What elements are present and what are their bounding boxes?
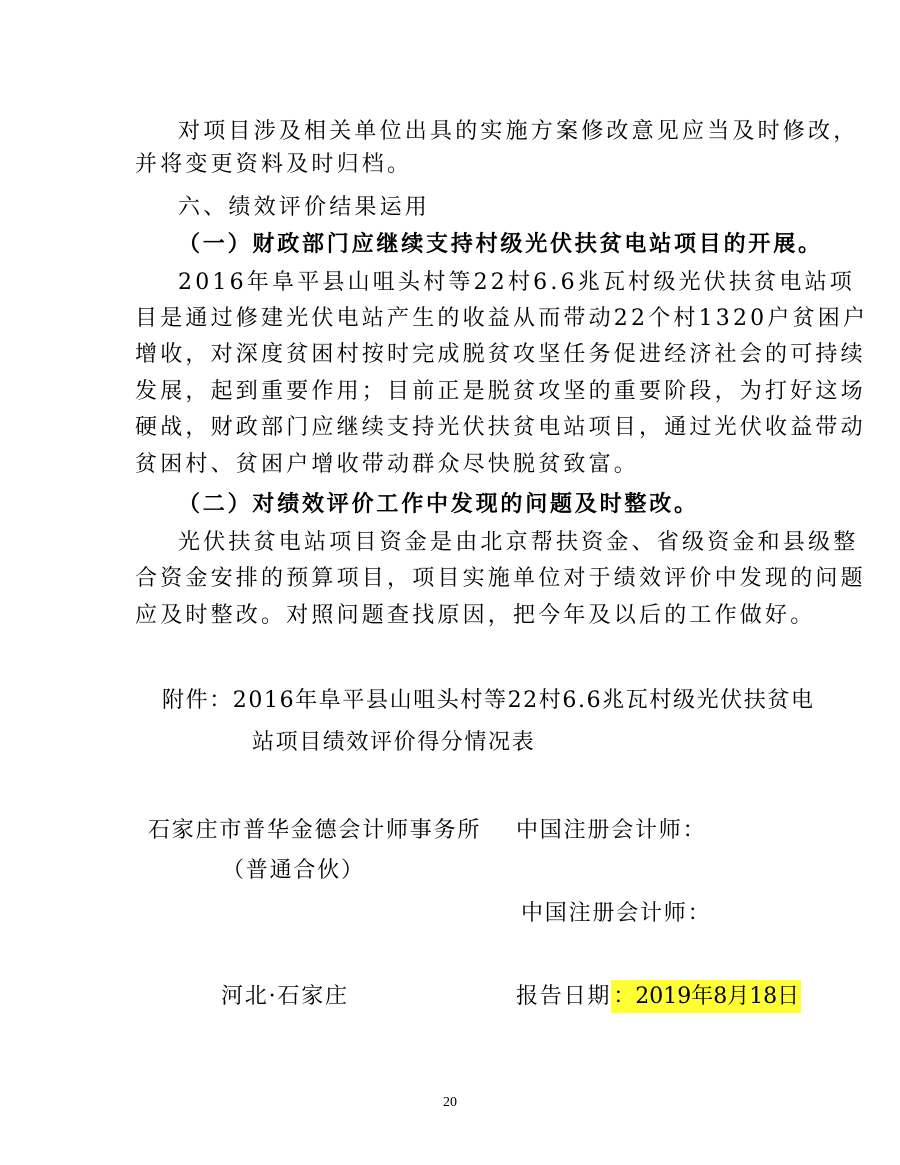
para2-line-3: 增收，对深度贫困村按时完成脱贫攻坚任务促进经济社会的可持续 xyxy=(135,342,866,367)
sub2-heading: （二）对绩效评价工作中发现的问题及时整改。 xyxy=(178,491,699,517)
para3-line-2: 合资金安排的预算项目，项目实施单位对于绩效评价中发现的问题 xyxy=(135,566,866,591)
sub1-heading: （一）财政部门应继续支持村级光伏扶贫电站项目的开展。 xyxy=(178,231,823,257)
para2-line-2: 目是通过修建光伏电站产生的收益从而带动22个村1320户贫困户 xyxy=(135,306,869,331)
para2-line-4: 发展，起到重要作用；目前正是脱贫攻坚的重要阶段，为打好这场 xyxy=(135,379,866,404)
cpa-label-2: 中国注册会计师： xyxy=(521,901,712,926)
para3-line-3: 应及时整改。对照问题查找原因，把今年及以后的工作做好。 xyxy=(135,603,816,628)
cpa-label-1: 中国注册会计师： xyxy=(516,818,707,843)
appendix-line-1: 附件：2016年阜平县山咀头村等22村6.6兆瓦村级光伏扶贫电 xyxy=(162,688,815,713)
firm-name: 石家庄市普华金德会计师事务所 xyxy=(148,818,482,843)
para2-line-6: 贫困村、贫困户增收带动群众尽快脱贫致富。 xyxy=(135,452,640,477)
appendix-line-2: 站项目绩效评价得分情况表 xyxy=(252,730,536,755)
signing-location: 河北·石家庄 xyxy=(221,984,349,1009)
para2-line-5: 硬战，财政部门应继续支持光伏扶贫电站项目，通过光伏收益带动 xyxy=(135,415,866,440)
report-date-label: 报告日期 xyxy=(516,984,612,1009)
report-date xyxy=(516,982,801,1012)
section6-heading: 六、绩效评价结果运用 xyxy=(178,195,431,220)
para1-line-1: 对项目涉及相关单位出具的实施方案修改意见应当及时修改， xyxy=(178,119,859,144)
page-number: 20 xyxy=(443,1095,457,1110)
para1-line-2: 并将变更资料及时归档。 xyxy=(135,152,413,177)
report-date-value: ：2019年8月18日 xyxy=(611,980,801,1013)
para2-line-1: 2016年阜平县山咀头村等22村6.6兆瓦村级光伏扶贫电站项 xyxy=(178,270,855,295)
para3-line-1: 光伏扶贫电站项目资金是由北京帮扶资金、省级资金和县级整 xyxy=(178,530,859,555)
firm-type: （普通合伙） xyxy=(222,858,365,883)
